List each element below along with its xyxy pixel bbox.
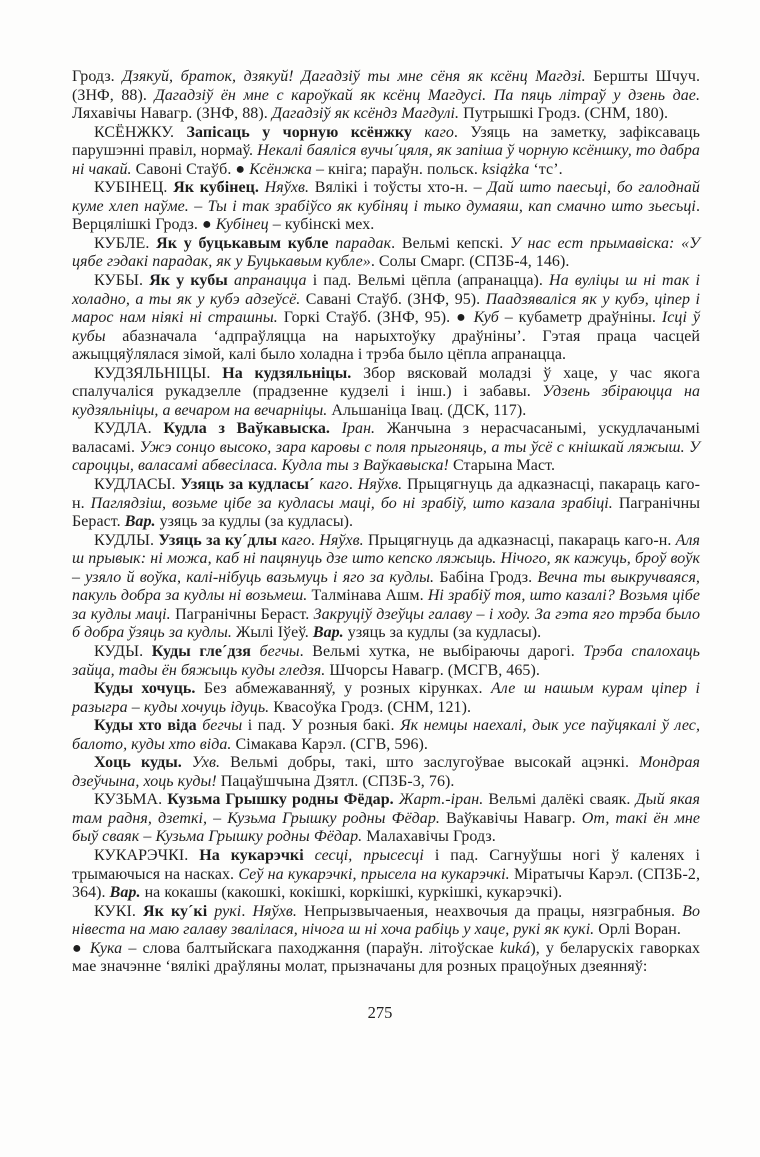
text-segment: Савоні Стаўб. ● (135, 160, 250, 178)
text-segment: каго (281, 531, 311, 549)
text-segment: Няўхв. (252, 902, 304, 920)
text-segment: Ваўкавічы Навагр. (445, 809, 582, 827)
paragraph (72, 124, 700, 180)
text-segment: і пад. У розныя бакі. (242, 717, 401, 735)
text-segment: Малахавічы Гродз. (366, 828, 496, 846)
text-segment: – кніга; параўн. польск. (311, 160, 482, 178)
text-segment: сесці, прысесці (314, 846, 435, 864)
text-segment: КУЗЬМА. (94, 791, 168, 809)
text-segment: ● (72, 939, 90, 957)
text-segment: Мондрая дзеўчына, хоць куды! (72, 754, 700, 790)
text-segment: Шчорсы Навагр. (МСГВ, 465). (329, 661, 540, 679)
text-segment: каго (319, 476, 349, 494)
text-segment: Вар. (312, 624, 348, 642)
text-segment: На кукарэчкі (199, 846, 315, 864)
text-segment: . Вельмі кепскі. (391, 234, 511, 252)
text-segment: бегчы (202, 717, 243, 735)
text-segment: Як немцы наехалі, дык усе паўцякалі ў лес, балото, куды хто віда. (72, 717, 701, 753)
text-segment: КУДЫ. (94, 642, 152, 660)
text-segment: КУБЛЕ. (94, 234, 157, 252)
text-segment: Куды хочуць. (94, 680, 204, 698)
text-segment: Паадзяваліся як у кубэ, ціпер і марос нам ніякі ні страшны. (72, 290, 700, 327)
text-segment: Трэба спалохаць зайца, тады ён бяжыць куды гледзя. (72, 642, 700, 679)
text-segment: Бершты Шчуч. (ЗНФ, 88). (72, 68, 700, 104)
text-segment: Гродз. (72, 68, 123, 85)
text-segment: Дагадзіў як ксёндз Магдулі. (271, 105, 464, 123)
text-segment: Савані Стаўб. (ЗНФ, 95). (305, 290, 486, 308)
text-segment: . (241, 902, 253, 920)
text-segment: парадак (335, 234, 392, 252)
paragraph (72, 717, 700, 754)
text-segment: і пад. Сагнуўшы ногі ў каленях і трымаючыся на насках. (72, 846, 700, 883)
text-segment: Без абмежаванняў, у розных кірунках. (203, 680, 491, 698)
text-segment: У нас ест прымавіска: «У цябе гэдакі парадак, як у Буцькавым кубле» (72, 234, 700, 271)
text-segment: КУДЛАСЫ. (94, 476, 181, 494)
text-segment: . (310, 531, 320, 549)
text-segment: Жылі Іўеў. (235, 624, 313, 642)
paragraph (72, 179, 700, 235)
text-segment: КУБЫ. (94, 272, 150, 290)
text-segment: Во нівеста на маю галаву звалілася, нічога ш ні хоча рабіць у хаце, рукі як кукі. (72, 902, 700, 939)
text-segment: Сеў на кукарэчкі, прысела на кукарэчкі. (238, 865, 514, 883)
text-segment: КУКАРЭЧКІ. (94, 846, 200, 864)
text-segment: Узяць за ку´длы (158, 531, 282, 549)
text-segment: На вуліцы ш ні так і холадно, а ты як у кубэ адзеўсё. (72, 272, 700, 308)
text-segment: Як ку´кі (143, 902, 215, 920)
text-segment: Непрызвычаеныя, неахвочыя да працы, нязграбныя. (303, 902, 683, 920)
text-segment: КСЁНЖКУ. (94, 123, 187, 141)
text-segment: на кокашы (какошкі, кокішкі, коркішкі, куркішкі, кукарэчкі). (144, 884, 563, 902)
text-segment: Жанчына з нерасчасанымі, ускудлачанымі валасамі. (72, 420, 700, 456)
text-segment: бегчы (259, 642, 300, 660)
text-segment: Запісаць у чорную ксёнжку (186, 123, 425, 141)
text-segment: Як у буцькавым кубле (156, 234, 336, 252)
paragraph (72, 680, 700, 717)
text-segment: Путрышкі Гродз. (СНМ, 180). (463, 105, 669, 123)
text-segment: узяць за кудлы (за кудласы). (347, 624, 542, 642)
text-segment: Дай што паесьці, бо галоднай куме хлеп наўме. – Ты і так зрабіўсо як кубіняц і тыко думаяш, кап смачно што зьесьці (72, 179, 700, 215)
text-segment: . Солы Смарг. (СПЗБ-4, 146). (370, 253, 570, 271)
text-segment: Дый якая там радня, дзеткі, – Кузьма Грышку родны Фёдар. (72, 791, 700, 827)
text-segment: КУДЛА. (94, 420, 164, 438)
text-segment: Куды хто віда (94, 717, 203, 735)
text-segment: Сімакава Карэл. (СГВ, 596). (235, 735, 428, 753)
text-segment: Талмінава Ашм. (311, 587, 428, 605)
text-segment: Паглядзіш, возьме цібе за кудласы маці, бо ні зрабіў, што казала зрабіці. (90, 494, 619, 512)
text-segment: Як кубінец. (173, 179, 265, 197)
text-segment: і пад. Вельмі цёпла (апранацца). (306, 272, 550, 290)
paragraph (72, 903, 700, 940)
text-segment: Міратычы Карэл. (СПЗБ-2, 364). (72, 865, 700, 902)
text-segment: Вар. (124, 513, 160, 531)
text-segment: Куды гле´дзя (151, 642, 260, 660)
text-segment: książka (481, 160, 530, 178)
text-segment: Няўхв. (264, 179, 315, 197)
text-segment: узяць за кудлы (за кудласы). (159, 513, 354, 531)
text-segment: Бабіна Гродз. (439, 568, 538, 586)
text-segment: Удзень збіраюцца на кудзяльніцы, а вечаром на вечарніцы. (72, 383, 700, 419)
text-segment: Старына Маст. (452, 457, 556, 475)
text-segment: каго (424, 123, 454, 141)
text-segment: – кубінскі мех. (268, 216, 375, 234)
text-segment: – слова балтыйскага паходжання (параўн. літоўскае (122, 939, 500, 957)
text-segment: – кубаметр драўніны. (498, 309, 662, 327)
text-segment: апранацца (233, 272, 307, 290)
paragraph (72, 476, 700, 532)
paragraph (72, 940, 700, 977)
paragraph (72, 847, 700, 903)
text-segment: Няўхв. (357, 476, 408, 494)
text-segment: Ляхавічы Навагр. (ЗНФ, 88). (72, 105, 272, 123)
paragraph (72, 754, 700, 791)
text-segment: Іран. (341, 420, 387, 438)
text-segment: Вельмі далёкі сваяк. (488, 791, 636, 809)
page-number: 275 (367, 1003, 393, 1022)
text-segment: Вялікі і тоўсты хто-н. – (314, 179, 488, 197)
text-segment: . (348, 476, 358, 494)
text-segment: Кудла з Ваўкавыска. (163, 420, 342, 438)
paragraph (72, 272, 700, 365)
paragraph (72, 365, 700, 421)
text-segment: Як у кубы (149, 272, 234, 290)
text-segment: КУКІ. (94, 902, 144, 920)
text-segment: Дзякуй, браток, дзякуй! Дагадзіў ты мне сёня як ксёнц Магдзі. (122, 68, 594, 85)
text-segment: . Верцялішкі Гродз. ● (72, 197, 700, 234)
text-segment: Але ш нашым курам ціпер і разыгра – куды хочуць ідуць. (72, 680, 700, 716)
paragraph (72, 420, 700, 476)
paragraph (72, 791, 700, 847)
text-segment: На кудзяльніцы. (222, 364, 364, 382)
text-segment: ‘тс’. (529, 160, 563, 178)
paragraph (72, 643, 700, 680)
text-segment: Ісці ў кубы (72, 309, 700, 345)
text-segment: Ксёнжка (249, 160, 312, 178)
text-segment: Дагадзіў ён мне с кароўкай як ксёнц Магдусі. Па пяць літраў у дзень дае. (154, 86, 701, 104)
text-segment: Узяць за кудласы´ (180, 476, 320, 494)
page-text-block (72, 68, 700, 977)
text-segment: Кузьма Грышку родны Фёдар. (167, 791, 399, 809)
text-segment: абазначала ‘адпраўляцца на нарыхтоўку драўніны’. Гэтая праца часцей ажыццяўлялася зімой, калі было холадна і трэба было цёпла апранацца. (72, 327, 700, 364)
text-segment: Пагранічны Бераст. (72, 494, 700, 531)
text-segment: Прыцягнуць да адказнасці, пакараць каго-н. (72, 476, 700, 512)
paragraph (72, 235, 700, 272)
text-segment: Ужэ сонцо высоко, зара каровы с поля прыгоняць, а ты ўсё с кнішкай ляжыш. У сароццы, валасамі абвесіласа. Кудла ты з Ваўкавыска! (72, 438, 700, 475)
text-segment: Квасоўка Гродз. (СНМ, 121). (273, 698, 472, 716)
text-segment: . Вельмі хутка, не выбіраючы дарогі. (299, 642, 584, 660)
text-segment: Куб (473, 309, 499, 327)
text-segment: Збор вясковай моладзі ў хаце, у час якога спалучаліся рукадзелле (прадзенне кудзелі і інш.) і забавы. (72, 364, 700, 401)
text-segment: Вар. (109, 884, 145, 902)
text-segment: Вечна ты выкручваяся, пакуль добра за кудлы ні возьмеш. (72, 568, 700, 605)
paragraph (72, 532, 700, 643)
text-segment: Альшаніца Івац. (ДСК, 117). (331, 401, 527, 419)
text-segment: Ні зрабіў тоя, што казалі? Возьмя цібе за кудлы маці. (72, 587, 700, 623)
text-segment: Закруціў дзеўцы галаву – і ходу. За гэта яго трэба было б добра ўзяць за кудлы. (72, 605, 700, 642)
text-segment: . Узяць на заметку, зафіксаваць парушэнні правіл, нормаў. (72, 123, 700, 160)
text-segment: Кубінец (215, 216, 269, 234)
text-segment: ), у беларускіх гаворках мае значэнне ‘вялікі драўляны молат, прызначаны для розных працоўных дзеянняў: (72, 939, 701, 976)
text-segment: Некалі баяліся вучы´цяля, як запіша ў чорную ксёншку, то дабра ні чакай. (72, 142, 700, 178)
text-segment: Аля ш прывык: ні можа, каб ні пацянуць дзе што кепско ляжыць. Нічого, як кажуць, броў воўк – узяло й воўка, калі-нібуць вазьмуць і яго за кудлы. (72, 531, 700, 586)
text-segment: КУДЛЫ. (94, 531, 159, 549)
text-segment: Горкі Стаўб. (ЗНФ, 95). ● (283, 309, 474, 327)
text-segment: Прыцягнуць да адказнасці, пакараць каго-н. (367, 531, 676, 549)
text-segment: Пацаўшчына Дзятл. (СПЗБ-3, 76). (220, 772, 455, 790)
text-segment: kuká (499, 939, 531, 957)
text-segment: Хоць куды. (94, 754, 192, 772)
text-segment: Няўхв. (319, 531, 368, 549)
text-segment: КУБІНЕЦ. (94, 179, 174, 197)
paragraph (72, 68, 700, 124)
text-segment: Вельмі добры, такі, што заслугоўвае высокай ацэнкі. (230, 754, 640, 772)
text-segment: Орлі Воран. (598, 921, 681, 939)
text-segment: Ухв. (191, 754, 231, 772)
text-segment: КУДЗЯЛЬНІЦЫ. (94, 364, 223, 382)
text-segment: От, такі ён мне быў сваяк – Кузьма Грышку родны Фёдар. (72, 809, 700, 846)
text-segment: Пагранічны Бераст. (175, 605, 314, 623)
text-segment: рукі (214, 902, 242, 920)
text-segment: Кука (89, 939, 123, 957)
text-segment: Жарт.-іран. (398, 791, 489, 809)
